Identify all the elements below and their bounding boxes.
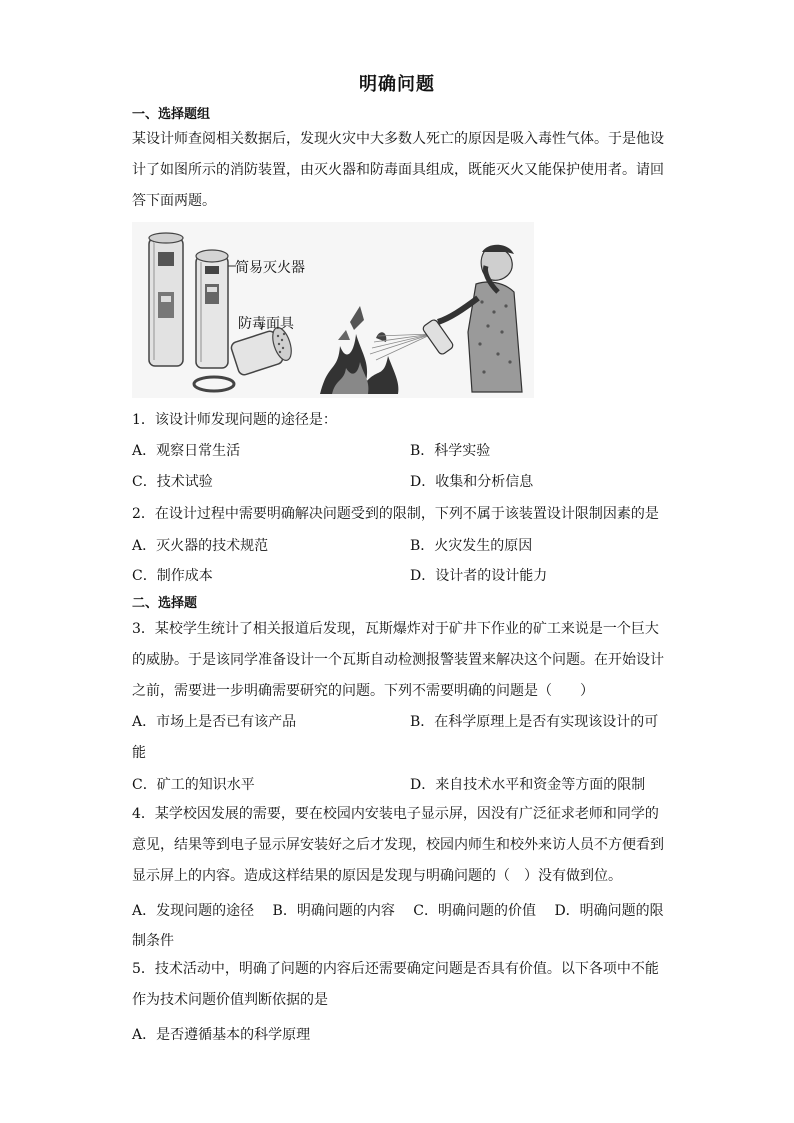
q5-option-a: A．是否遵循基本的科学原理 [132,1027,311,1043]
question-2-stem: 2．在设计过程中需要明确解决问题受到的限制，下列不属于该装置设计限制因素的是 [132,506,659,522]
q4-options: A．发现问题的途径 B．明确问题的内容 C．明确问题的价值 D．明确问题的限 [132,903,664,919]
q4-line: 显示屏上的内容。造成这样结果的原因是发现与明确问题的（ ）没有做到位。 [132,868,622,884]
q4-options-wrap: 制条件 [132,933,174,949]
section-heading-1: 一、选择题组 [132,107,211,122]
q2-option-c: C．制作成本 [132,568,213,584]
q3-line: 之前，需要进一步明确需要研究的问题。下列不需要明确的问题是（ ） [132,683,594,699]
question-5-stem [132,954,664,1016]
cylinder-left [149,233,183,366]
q1-option-a: A．观察日常生活 [132,443,241,459]
q3-option-c: C．矿工的知识水平 [132,777,255,793]
question-3-stem [132,614,664,707]
q3-option-a: A．市场上是否已有该产品 [132,714,297,730]
figure-illustration [132,222,534,398]
q3-option-b: B．在科学原理上是否有实现该设计的可 [410,714,659,730]
intro-line: 某设计师查阅相关数据后，发现火灾中大多数人死亡的原因是吸入毒性气体。于是他设 [132,131,664,147]
q2-option-a: A．灭火器的技术规范 [132,538,269,554]
q2-option-d: D．设计者的设计能力 [410,568,548,584]
question-1-stem: 1．该设计师发现问题的途径是： [132,412,337,428]
q2-option-b: B．火灾发生的原因 [410,538,533,554]
q3-option-d: D．来自技术水平和资金等方面的限制 [410,777,646,793]
intro-paragraph [132,124,664,217]
intro-line: 计了如图所示的消防装置，由灭火器和防毒面具组成，既能灭火又能保护使用者。请回 [132,162,664,178]
intro-line: 答下面两题。 [132,193,216,209]
fire-device-figure [132,222,534,398]
q4-line: 4．某学校因发展的需要，要在校园内安装电子显示屏，因没有广泛征求老师和同学的 [132,806,659,822]
section-heading-2: 二、选择题 [132,596,198,611]
q3-line: 3．某校学生统计了相关报道后发现，瓦斯爆炸对于矿井下作业的矿工来说是一个巨大 [132,621,659,637]
mask-label: 防毒面具 [238,316,294,332]
extinguisher-label: 简易灭火器 [235,260,305,276]
q1-option-b: B．科学实验 [410,443,491,459]
question-4-stem [132,799,664,892]
q5-line: 5．技术活动中，明确了问题的内容后还需要确定问题是否具有价值。以下各项中不能 [132,961,659,977]
q1-option-c: C．技术试验 [132,474,213,490]
q4-line: 意见，结果等到电子显示屏安装好之后才发现，校园内师生和校外来访人员不方便看到 [132,837,664,853]
q3-line: 的威胁。于是该同学准备设计一个瓦斯自动检测报警装置来解决这个问题。在开始设计 [132,652,664,668]
q1-option-d: D．收集和分析信息 [410,474,534,490]
page-title: 明确问题 [359,74,435,95]
q3-option-b-wrap: 能 [132,745,146,761]
q5-line: 作为技术问题价值判断依据的是 [132,992,328,1008]
